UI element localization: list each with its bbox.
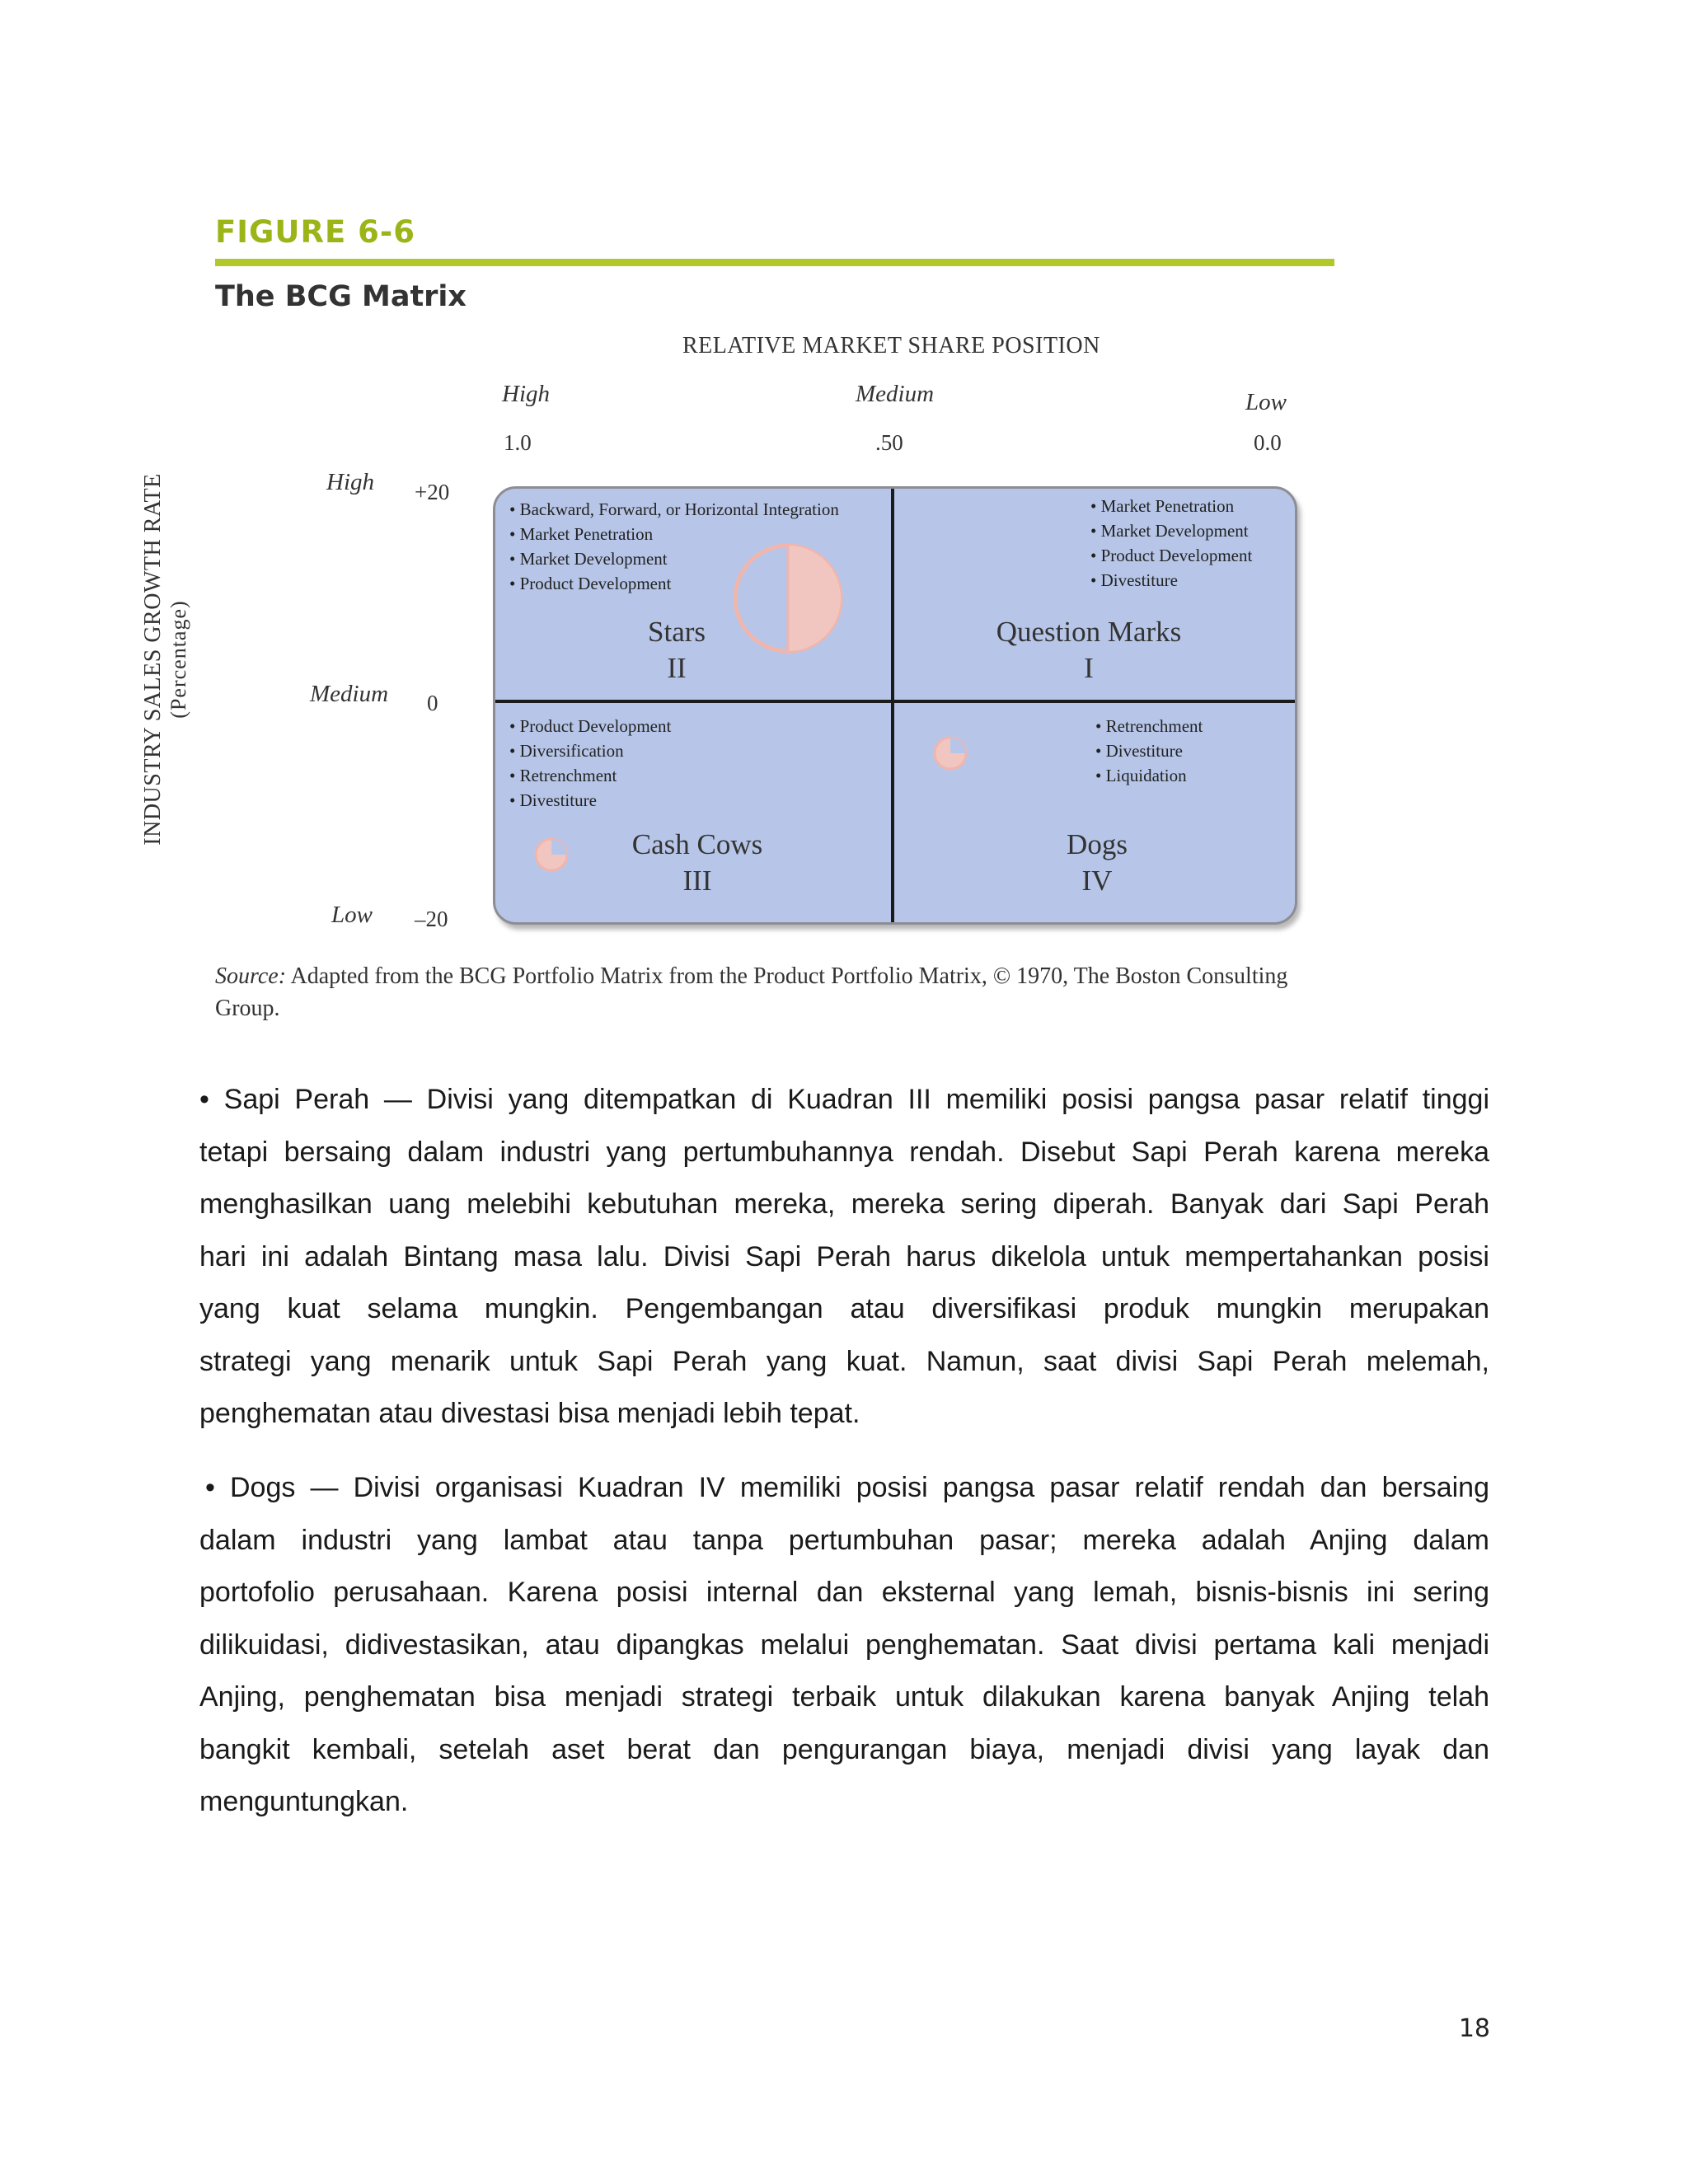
matrix-vertical-divider	[891, 489, 894, 922]
dogs-name: Dogs	[1067, 828, 1128, 860]
list-item: • Divestiture	[1090, 568, 1252, 593]
dogs-strategies	[1095, 714, 1203, 788]
y-axis-level-high: High	[326, 469, 374, 495]
paragraph-line: Anjing, penghematan bisa menjadi strategi terbaik untuk dilakukan karena banyak Anjing telah	[199, 1681, 1489, 1713]
x-axis-title: RELATIVE MARKET SHARE POSITION	[682, 333, 1100, 359]
paragraph-line: portofolio perusahaan. Karena posisi internal dan eksternal yang lemah, bisnis-bisnis ini sering	[199, 1577, 1489, 1608]
list-item: • Backward, Forward, or Horizontal Integration	[509, 497, 839, 522]
paragraph-line: penghematan atau divestasi bisa menjadi lebih tepat.	[199, 1398, 860, 1429]
x-axis-tick-high: 1.0	[504, 430, 532, 455]
list-item: • Product Development	[509, 571, 839, 596]
figure-source	[215, 960, 1353, 1024]
source-text: Adapted from the BCG Portfolio Matrix from the Product Portfolio Matrix, © 1970, The Boston Consulting Group.	[215, 963, 1288, 1021]
figure-label: FIGURE 6-6	[215, 214, 415, 250]
y-axis-title-text: INDUSTRY SALES GROWTH RATE	[140, 473, 166, 846]
cash-cows-label	[615, 827, 780, 899]
paragraph-line: menghasilkan uang melebihi kebutuhan mereka, mereka sering diperah. Banyak dari Sapi Perah	[199, 1188, 1489, 1220]
x-axis-level-medium: Medium	[856, 381, 935, 407]
paragraph-line: dilikuidasi, didivestasikan, atau dipangkas melalui penghematan. Saat divisi pertama kali menjadi	[199, 1629, 1489, 1661]
paragraph-line: hari ini adalah Bintang masa lalu. Divisi Sapi Perah harus dikelola untuk mempertahankan posisi	[199, 1240, 1489, 1272]
paragraph-line: • Dogs — Divisi organisasi Kuadran IV memiliki posisi pangsa pasar relatif rendah dan bersaing	[205, 1472, 1489, 1503]
paragraph-sapi-perah	[199, 1074, 1489, 1441]
question-marks-numeral: I	[1084, 652, 1094, 684]
list-item: • Market Penetration	[509, 522, 839, 546]
dogs-pie-icon	[932, 735, 968, 771]
stars-numeral: II	[667, 652, 687, 684]
source-label: Source:	[215, 963, 287, 989]
y-axis-level-low: Low	[331, 902, 373, 928]
x-axis-tick-medium: .50	[875, 430, 903, 455]
question-marks-name: Question Marks	[996, 616, 1182, 648]
cash-cows-numeral: III	[682, 865, 712, 897]
figure-rule	[215, 259, 1334, 266]
paragraph-line: tetapi bersaing dalam industri yang pertumbuhannya rendah. Disebut Sapi Perah karena mereka	[199, 1136, 1489, 1168]
cash-cows-name: Cash Cows	[631, 828, 763, 860]
matrix-horizontal-divider	[495, 700, 1295, 703]
list-item: • Divestiture	[1095, 738, 1203, 763]
bcg-matrix	[493, 486, 1297, 925]
list-item: • Product Development	[1090, 543, 1252, 568]
dogs-numeral: IV	[1081, 865, 1113, 897]
list-item: • Product Development	[509, 714, 671, 738]
list-item: • Retrenchment	[1095, 714, 1203, 738]
dogs-label	[1023, 827, 1171, 899]
list-item: • Retrenchment	[509, 763, 671, 788]
y-axis-tick-high: +20	[415, 480, 450, 504]
list-item: • Liquidation	[1095, 763, 1203, 788]
x-axis-level-low: Low	[1245, 389, 1287, 415]
stars-pie-slice	[788, 546, 841, 651]
paragraph-line: • Sapi Perah — Divisi yang ditempatkan di Kuadran III memiliki posisi pangsa pasar relatif tinggi	[199, 1084, 1489, 1115]
paragraph-line: menguntungkan.	[199, 1786, 409, 1817]
question-marks-label	[965, 614, 1212, 687]
list-item: • Divestiture	[509, 788, 671, 813]
paragraph-line: yang kuat selama mungkin. Pengembangan atau diversifikasi produk mungkin merupakan	[199, 1293, 1489, 1324]
paragraph-dogs	[199, 1462, 1489, 1829]
stars-pie-icon	[732, 542, 844, 654]
figure-title: The BCG Matrix	[215, 280, 467, 313]
dogs-pie-slice	[950, 738, 966, 753]
list-item: • Market Development	[509, 546, 839, 571]
stars-name: Stars	[648, 616, 706, 648]
x-axis-tick-low: 0.0	[1254, 430, 1282, 455]
list-item: • Market Development	[1090, 518, 1252, 543]
y-axis-title	[140, 412, 191, 907]
y-axis-subtitle: (Percentage)	[166, 600, 190, 719]
cash-cows-strategies	[509, 714, 671, 813]
y-axis-tick-low: –20	[415, 907, 448, 931]
paragraph-line: bangkit kembali, setelah aset berat dan pengurangan biaya, menjadi divisi yang layak dan	[199, 1733, 1489, 1765]
y-axis-level-medium: Medium	[310, 681, 389, 707]
stars-label	[627, 614, 726, 687]
x-axis-level-high: High	[502, 381, 550, 407]
question-marks-strategies	[1090, 494, 1252, 593]
paragraph-line: strategi yang menarik untuk Sapi Perah yang kuat. Namun, saat divisi Sapi Perah melemah,	[199, 1345, 1489, 1377]
list-item: • Diversification	[509, 738, 671, 763]
cash-cows-pie-icon	[533, 837, 570, 873]
y-axis-tick-medium: 0	[427, 691, 438, 715]
page-number: 18	[1458, 2014, 1490, 2043]
paragraph-line: dalam industri yang lambat atau tanpa pertumbuhan pasar; mereka adalah Anjing dalam	[199, 1524, 1489, 1556]
cash-cows-pie-slice	[551, 839, 567, 855]
list-item: • Market Penetration	[1090, 494, 1252, 518]
